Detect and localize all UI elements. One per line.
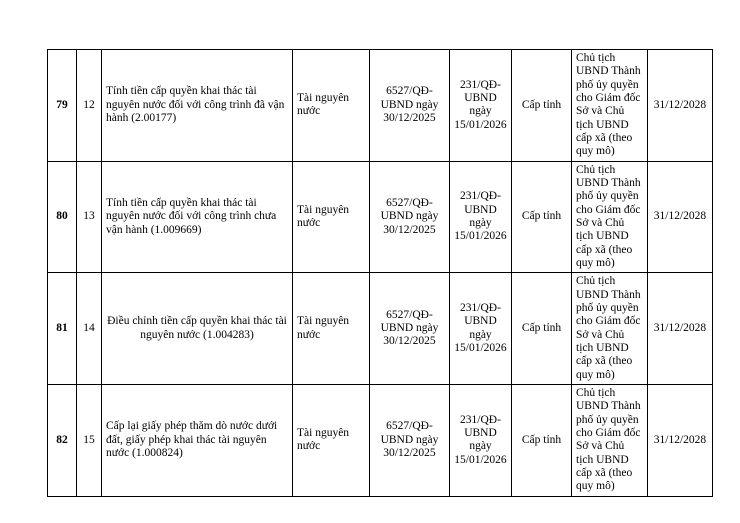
- cell-field: Tài nguyên nước: [293, 50, 370, 162]
- table-row: [48, 384, 713, 496]
- cell-authority: Chủ tịch UBND Thành phố ủy quyền cho Giám đốc Sở và Chủ tịch UBND cấp xã (theo quy mô): [572, 50, 648, 162]
- procedures-table: [47, 49, 713, 497]
- cell-field: Tài nguyên nước: [293, 161, 370, 273]
- cell-stt: 81: [48, 273, 77, 385]
- cell-level: Cấp tỉnh: [512, 161, 572, 273]
- cell-procedure: Tính tiền cấp quyền khai thác tài nguyên nước đối với công trình chưa vận hành (1.009669): [102, 161, 293, 273]
- cell-decision-2: 231/QĐ-UBND ngày 15/01/2026: [450, 273, 512, 385]
- cell-expiry: 31/12/2028: [648, 384, 713, 496]
- cell-field: Tài nguyên nước: [293, 273, 370, 385]
- cell-level: Cấp tỉnh: [512, 50, 572, 162]
- cell-stt: 79: [48, 50, 77, 162]
- cell-level: Cấp tỉnh: [512, 273, 572, 385]
- cell-procedure: Điều chỉnh tiền cấp quyền khai thác tài nguyên nước (1.004283): [102, 273, 293, 385]
- table-row: [48, 50, 713, 162]
- table-row: [48, 161, 713, 273]
- table-row: [48, 273, 713, 385]
- cell-expiry: 31/12/2028: [648, 50, 713, 162]
- cell-sub-number: 12: [77, 50, 102, 162]
- cell-decision-1: 6527/QĐ-UBND ngày 30/12/2025: [370, 384, 450, 496]
- cell-procedure: Cấp lại giấy phép thăm dò nước dưới đất, giấy phép khai thác tài nguyên nước (1.000824): [102, 384, 293, 496]
- cell-decision-2: 231/QĐ-UBND ngày 15/01/2026: [450, 50, 512, 162]
- cell-authority: Chủ tịch UBND Thành phố ủy quyền cho Giám đốc Sở và Chủ tịch UBND cấp xã (theo quy mô): [572, 384, 648, 496]
- cell-sub-number: 13: [77, 161, 102, 273]
- cell-authority: Chủ tịch UBND Thành phố ủy quyền cho Giám đốc Sở và Chủ tịch UBND cấp xã (theo quy mô): [572, 273, 648, 385]
- cell-sub-number: 15: [77, 384, 102, 496]
- cell-sub-number: 14: [77, 273, 102, 385]
- cell-decision-1: 6527/QĐ-UBND ngày 30/12/2025: [370, 273, 450, 385]
- cell-authority: Chủ tịch UBND Thành phố ủy quyền cho Giám đốc Sở và Chủ tịch UBND cấp xã (theo quy mô): [572, 161, 648, 273]
- cell-expiry: 31/12/2028: [648, 161, 713, 273]
- cell-stt: 80: [48, 161, 77, 273]
- cell-decision-1: 6527/QĐ-UBND ngày 30/12/2025: [370, 50, 450, 162]
- cell-procedure: Tính tiền cấp quyền khai thác tài nguyên nước đối với công trình đã vận hành (2.00177): [102, 50, 293, 162]
- cell-decision-2: 231/QĐ-UBND ngày 15/01/2026: [450, 384, 512, 496]
- cell-decision-2: 231/QĐ-UBND ngày 15/01/2026: [450, 161, 512, 273]
- cell-stt: 82: [48, 384, 77, 496]
- cell-field: Tài nguyên nước: [293, 384, 370, 496]
- cell-level: Cấp tỉnh: [512, 384, 572, 496]
- cell-expiry: 31/12/2028: [648, 273, 713, 385]
- cell-decision-1: 6527/QĐ-UBND ngày 30/12/2025: [370, 161, 450, 273]
